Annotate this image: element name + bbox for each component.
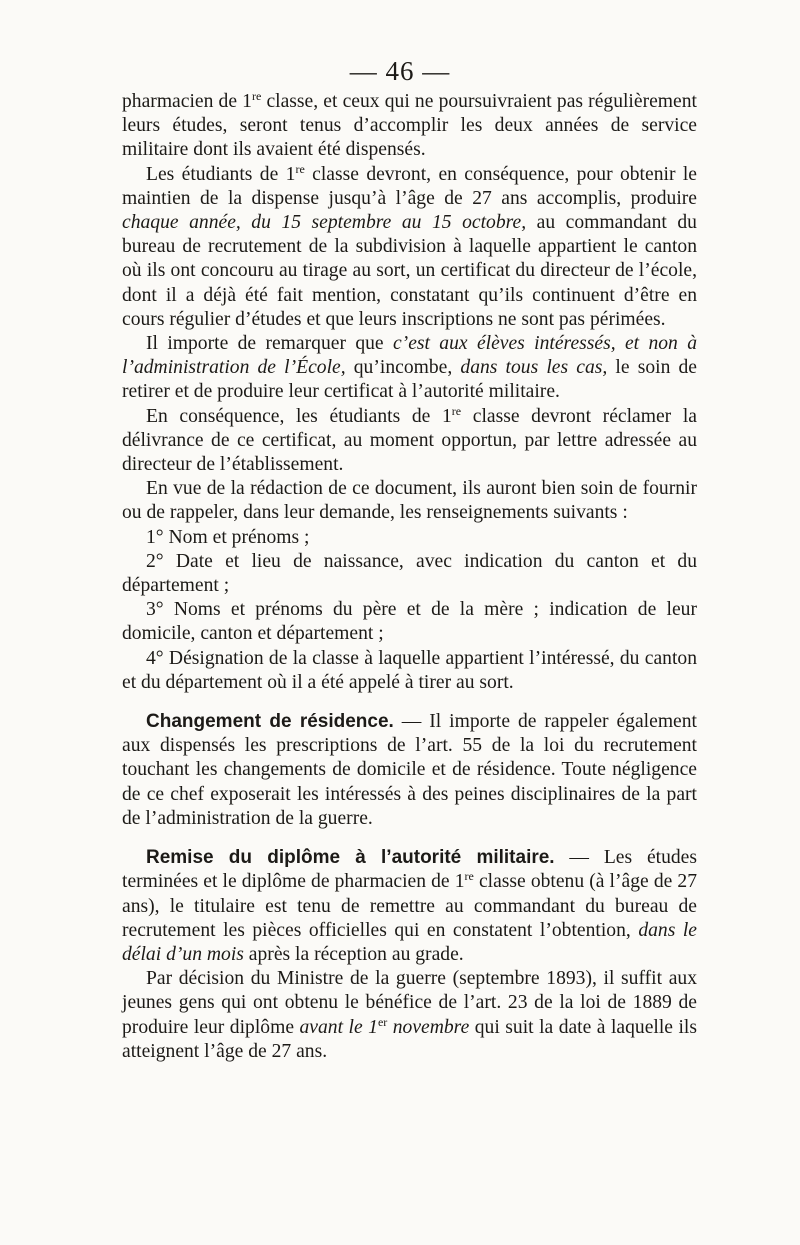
text-run: classe devront, en conséquence, pour obtenir le maintien de la dispense jusqu’à l’âge de 27 ans accomplis, produire <box>122 163 697 209</box>
italic-run: novembre <box>387 1016 470 1038</box>
superscript: er <box>377 1014 388 1029</box>
paragraph-dispense <box>122 163 697 332</box>
text-run: Par décision du Ministre de la guerre (septembre 1893), il suffit aux jeunes gens qui ont obtenu le bénéfice de l’art. 23 de la loi de 1889 de produire leur diplôme <box>122 968 697 1038</box>
section-remise-diplome <box>122 846 697 967</box>
superscript: re <box>451 403 462 418</box>
text-run: qu’incombe, <box>345 357 461 379</box>
text-run: — Les études terminées et le diplôme de pharmacien de 1 <box>122 847 697 893</box>
italic-run: chaque année, du 15 septembre au 15 octobre, <box>122 212 527 234</box>
text-run: Il importe de remarquer que <box>146 333 393 355</box>
list-item: 4° Désignation de la classe à laquelle appartient l’intéressé, du canton et du département où il a été appelé à tirer au sort. <box>122 647 697 693</box>
section-changement-residence <box>122 710 697 831</box>
text-run: après la réception au grade. <box>243 943 464 965</box>
list-item: 3° Noms et prénoms du père et de la mère ; indication de leur domicile, canton et département ; <box>122 599 697 645</box>
superscript: re <box>251 89 262 103</box>
italic-run: dans le délai d’un mois <box>122 919 697 965</box>
body-text <box>122 90 697 1064</box>
superscript: re <box>464 869 474 884</box>
text-run: classe devront réclamer la délivrance de ce certificat, au moment opportun, par lettre adressée au directeur de l’établissement. <box>122 405 697 476</box>
text-run: classe, et ceux qui ne poursuivraient pas régulièrement leurs études, seront tenus d’accomplir les deux années de service militaire dont ils avaient été dispensés. <box>122 91 697 161</box>
text-run: au commandant du bureau de recrutement de la subdivision à laquelle appartient le canton où ils ont concouru au tirage au sort, un certificat du directeur de l’école, dont il a déjà été fait mention, constatant qu’ils continuent d’être en cours régulier d’études et que leurs inscriptions ne sont pas périmées. <box>122 212 697 330</box>
text-run: classe obtenu (à l’âge de 27 ans), le titulaire est tenu de remettre au commandant du bureau de recrutement les pièces officielles qui en constatent l’obtention, <box>122 871 697 941</box>
text-run: Les étudiants de 1 <box>146 163 296 185</box>
paragraph-decision <box>122 967 697 1064</box>
text-run: qui suit la date à laquelle ils atteignent l’âge de 27 ans. <box>122 1016 697 1062</box>
page-number: — 46 — <box>349 56 451 86</box>
superscript: re <box>295 161 305 176</box>
paragraph-consequence <box>122 405 697 478</box>
list-item: 1° Nom et prénoms ; <box>146 526 310 548</box>
italic-run: dans tous les cas, <box>460 357 608 379</box>
text-run: pharmacien de 1 <box>122 91 252 112</box>
paragraph-remark <box>122 332 697 405</box>
text-run: le soin de retirer et de produire leur certificat à l’autorité militaire. <box>122 357 697 403</box>
italic-run: avant le 1 <box>299 1016 378 1038</box>
text-run: — Il importe de rappeler également aux dispensés les prescriptions de l’art. 55 de la loi du recrutement touchant les changements de domicile et de résidence. Toute négligence de ce chef exposerait les intéressés à des peines disciplinaires de la part de l’administration de la guerre. <box>122 711 697 829</box>
paragraph-redaction: En vue de la rédaction de ce document, ils auront bien soin de fournir ou de rappeler, dans leur demande, les renseignements suivants : <box>122 478 697 524</box>
text-run: En conséquence, les étudiants de 1 <box>146 405 452 427</box>
list-item: 2° Date et lieu de naissance, avec indication du canton et du département ; <box>122 550 697 597</box>
paragraph-continuation <box>122 90 697 163</box>
section-heading: Changement de résidence. <box>146 711 394 733</box>
section-heading: Remise du diplôme à l’autorité militaire. <box>146 847 555 869</box>
italic-run: c’est aux élèves intéressés, et non à l’administration de l’École, <box>122 333 697 379</box>
